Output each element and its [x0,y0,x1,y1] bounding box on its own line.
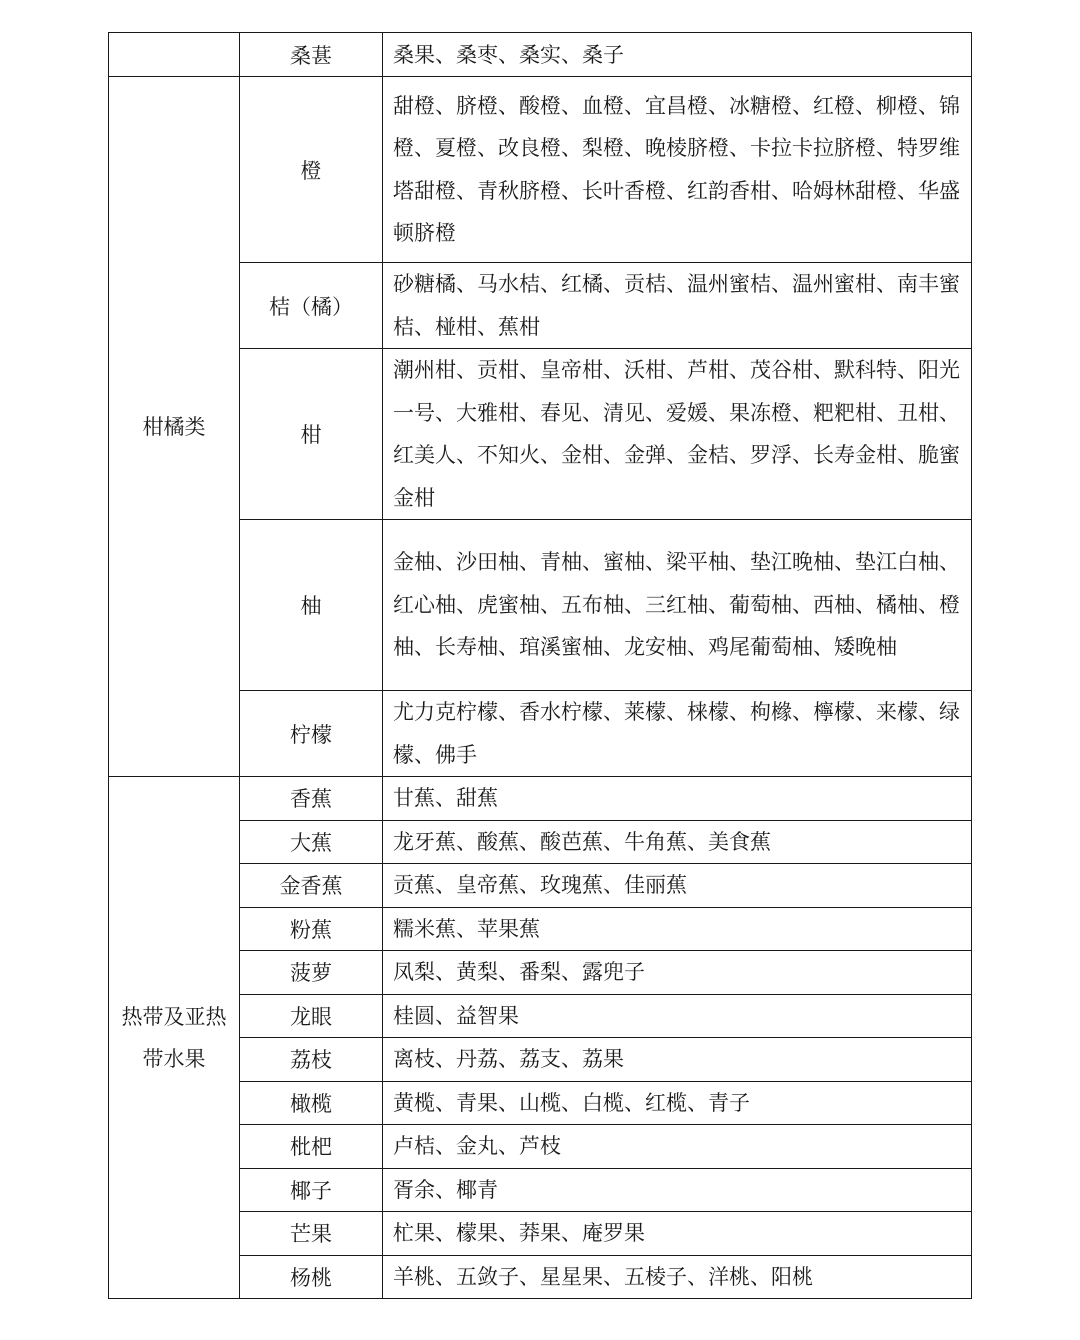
category-cell-citrus [109,77,240,777]
fruit-name: 龙眼 [240,994,383,1038]
fruit-aliases: 龙牙蕉、酸蕉、酸芭蕉、牛角蕉、美食蕉 [383,820,972,864]
fruit-name: 柑 [240,349,383,520]
fruit-name: 桔（橘） [240,263,383,349]
fruit-aliases: 桑果、桑枣、桑实、桑子 [383,33,972,77]
fruit-aliases: 潮州柑、贡柑、皇帝柑、沃柑、芦柑、茂谷柑、默科特、阳光一号、大雅柑、春见、清见、爱媛、果冻橙、粑粑柑、丑柑、红美人、不知火、金柑、金弹、金桔、罗浮、长寿金柑、脆蜜金柑 [383,349,972,520]
fruit-name: 香蕉 [240,777,383,821]
fruit-aliases: 甜橙、脐橙、酸橙、血橙、宜昌橙、冰糖橙、红橙、柳橙、锦橙、夏橙、改良橙、梨橙、晚棱脐橙、卡拉卡拉脐橙、特罗维塔甜橙、青秋脐橙、长叶香橙、红韵香柑、哈姆林甜橙、华盛顿脐橙 [383,77,972,263]
document-page [108,32,972,1299]
fruit-aliases: 金柚、沙田柚、青柚、蜜柚、梁平柚、垫江晚柚、垫江白柚、红心柚、虎蜜柚、五布柚、三红柚、葡萄柚、西柚、橘柚、橙柚、长寿柚、琯溪蜜柚、龙安柚、鸡尾葡萄柚、矮晚柚 [383,520,972,691]
fruit-name: 菠萝 [240,951,383,995]
fruit-name: 柠檬 [240,691,383,777]
fruit-aliases: 羊桃、五敛子、星星果、五棱子、洋桃、阳桃 [383,1255,972,1299]
fruit-aliases: 甘蕉、甜蕉 [383,777,972,821]
category-label: 热带及亚热带水果 [121,1004,227,1071]
fruit-aliases: 砂糖橘、马水桔、红橘、贡桔、温州蜜桔、温州蜜柑、南丰蜜桔、椪柑、蕉柑 [383,263,972,349]
fruit-alias-table [108,32,972,1299]
category-cell-tropical [109,777,240,1299]
fruit-aliases: 胥余、椰青 [383,1168,972,1212]
category-cell-empty [109,33,240,77]
fruit-name: 橙 [240,77,383,263]
table-row [109,77,972,263]
fruit-aliases: 卢桔、金丸、芦枝 [383,1125,972,1169]
category-label: 柑橘类 [142,414,206,439]
fruit-aliases: 离枝、丹荔、荔支、荔果 [383,1038,972,1082]
fruit-aliases: 尤力克柠檬、香水柠檬、莱檬、梾檬、枸橼、檸檬、来檬、绿檬、佛手 [383,691,972,777]
table-row [109,777,972,821]
fruit-name: 粉蕉 [240,907,383,951]
fruit-aliases: 桂圆、益智果 [383,994,972,1038]
fruit-name: 枇杷 [240,1125,383,1169]
table-row [109,33,972,77]
fruit-aliases: 糯米蕉、苹果蕉 [383,907,972,951]
fruit-name: 桑葚 [240,33,383,77]
fruit-name: 椰子 [240,1168,383,1212]
fruit-name: 柚 [240,520,383,691]
fruit-name: 金香蕉 [240,864,383,908]
fruit-aliases: 凤梨、黄梨、番梨、露兜子 [383,951,972,995]
fruit-name: 大蕉 [240,820,383,864]
fruit-aliases: 杧果、檬果、莽果、庵罗果 [383,1212,972,1256]
fruit-aliases: 贡蕉、皇帝蕉、玫瑰蕉、佳丽蕉 [383,864,972,908]
fruit-name: 杨桃 [240,1255,383,1299]
fruit-aliases: 黄榄、青果、山榄、白榄、红榄、青子 [383,1081,972,1125]
fruit-name: 荔枝 [240,1038,383,1082]
fruit-name: 橄榄 [240,1081,383,1125]
fruit-name: 芒果 [240,1212,383,1256]
